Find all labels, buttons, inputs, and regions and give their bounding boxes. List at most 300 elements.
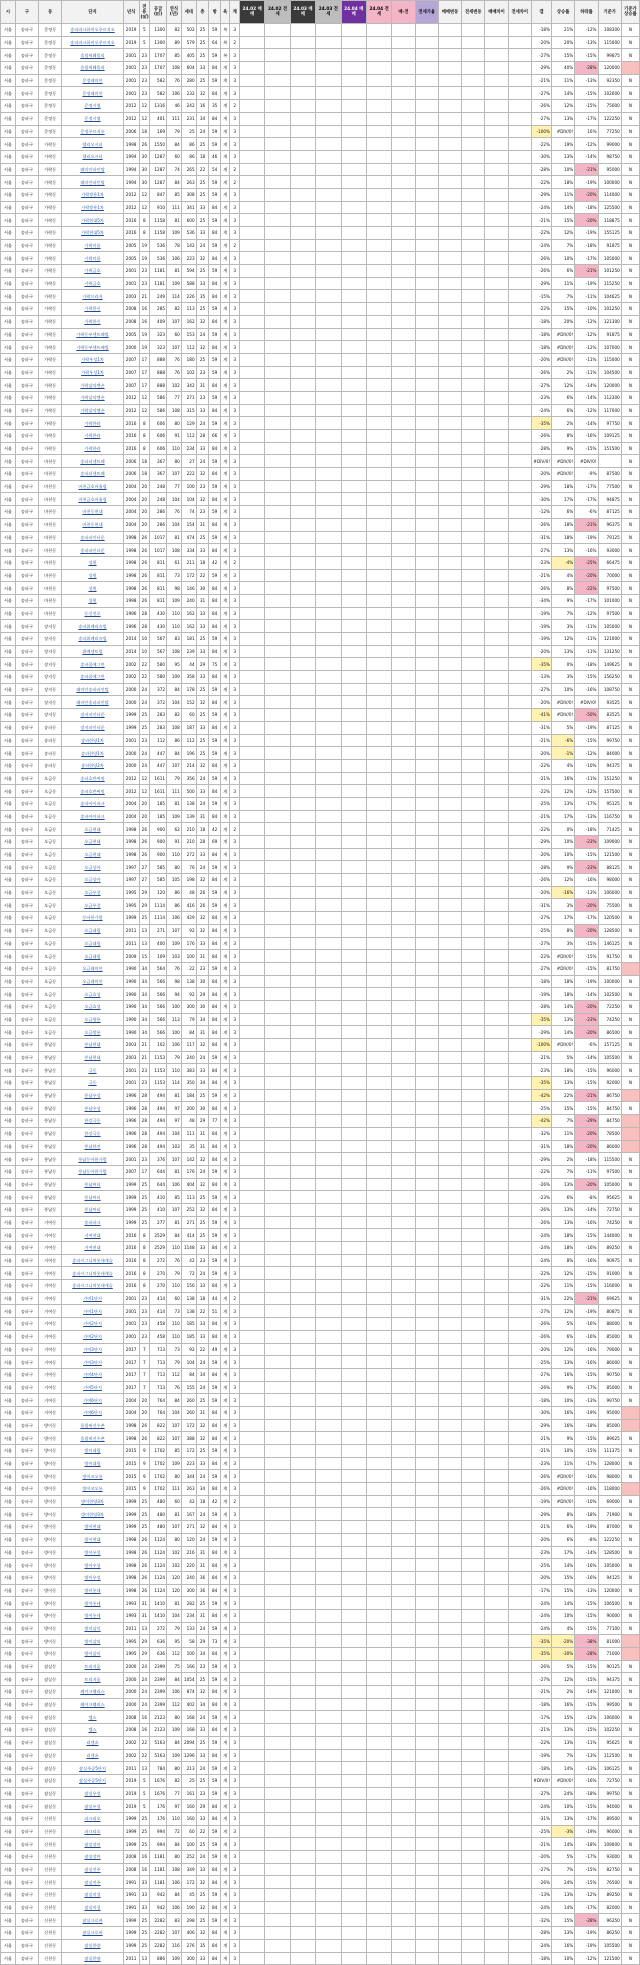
table-row[interactable] (1, 937, 640, 950)
complex-name-link[interactable]: 방이현대 (62, 1533, 123, 1546)
table-row[interactable] (1, 239, 640, 252)
complex-name-link[interactable]: 트리지움 (62, 1660, 123, 1673)
complex-name-link[interactable]: 풍납현대 (62, 1039, 123, 1052)
table-row[interactable] (1, 1521, 640, 1534)
table-row[interactable] (1, 797, 640, 810)
complex-name-link[interactable]: 오금우창 (62, 886, 123, 899)
table-row[interactable] (1, 823, 640, 836)
complex-name-link[interactable]: 가락우성1차 (62, 366, 123, 379)
table-row[interactable] (1, 87, 640, 100)
table-row[interactable] (1, 49, 640, 62)
column-header[interactable]: 전용(㎡) (139, 1, 150, 24)
table-row[interactable] (1, 1432, 640, 1445)
table-row[interactable] (1, 1089, 640, 1102)
complex-name-link[interactable]: 거여2단지 (62, 1330, 123, 1343)
complex-name-link[interactable]: 송파더센트레 (62, 468, 123, 481)
table-row[interactable] (1, 74, 640, 87)
complex-name-link[interactable]: 가락삼익맨숀 (62, 391, 123, 404)
complex-name-link[interactable]: 올림픽훼밀리 (62, 62, 123, 75)
complex-name-link[interactable]: 성원 (62, 594, 123, 607)
table-row[interactable] (1, 303, 640, 316)
complex-name-link[interactable]: 거여4단지 (62, 1368, 123, 1381)
complex-name-link[interactable]: 송파파크 (62, 1216, 123, 1229)
table-row[interactable] (1, 265, 640, 278)
column-header[interactable]: 상승률 (552, 1, 575, 24)
table-row[interactable] (1, 1406, 640, 1419)
complex-name-link[interactable]: 풍납씨티 (62, 1191, 123, 1204)
complex-name-link[interactable]: 올림픽선수촌 (62, 1432, 123, 1445)
table-row[interactable] (1, 1863, 640, 1876)
table-row[interactable] (1, 1077, 640, 1090)
table-row[interactable] (1, 874, 640, 887)
column-header[interactable]: 기준가 (598, 1, 621, 24)
complex-name-link[interactable]: 가락현대5차 (62, 227, 123, 240)
complex-name-link[interactable]: 방이대림 (62, 1457, 123, 1470)
complex-name-link[interactable]: 가락삼익맨숀 (62, 379, 123, 392)
complex-name-link[interactable]: 잠실진주 (62, 1876, 123, 1889)
table-row[interactable] (1, 1216, 640, 1229)
complex-name-link[interactable]: 문정래미안 (62, 87, 123, 100)
complex-name-link[interactable]: 방이대림 (62, 1445, 123, 1458)
table-row[interactable] (1, 1178, 640, 1191)
complex-name-link[interactable]: 거여1단지 (62, 1292, 123, 1305)
table-row[interactable] (1, 544, 640, 557)
table-row[interactable] (1, 1952, 640, 1965)
table-row[interactable] (1, 62, 640, 75)
table-row[interactable] (1, 1127, 640, 1140)
table-row[interactable] (1, 1191, 640, 1204)
table-row[interactable] (1, 379, 640, 392)
table-row[interactable] (1, 252, 640, 265)
complex-name-link[interactable]: 오금효성 (62, 988, 123, 1001)
complex-name-link[interactable]: 거여3단지 (62, 1356, 123, 1369)
complex-name-link[interactable]: 송파호반써밋 (62, 772, 123, 785)
complex-name-link[interactable]: 성원 (62, 569, 123, 582)
table-row[interactable] (1, 1267, 640, 1280)
complex-name-link[interactable]: 방이롯데 (62, 1597, 123, 1610)
complex-name-link[interactable]: 잠실장미 (62, 1838, 123, 1851)
table-row[interactable] (1, 1762, 640, 1775)
table-row[interactable] (1, 1343, 640, 1356)
table-row[interactable] (1, 848, 640, 861)
table-row[interactable] (1, 709, 640, 722)
table-row[interactable] (1, 594, 640, 607)
table-row[interactable] (1, 633, 640, 646)
complex-name-link[interactable]: 가락삼익맨숀 (62, 404, 123, 417)
table-row[interactable] (1, 1165, 640, 1178)
complex-name-link[interactable]: 장지파인타운 (62, 709, 123, 722)
complex-name-link[interactable]: 방이롯데 (62, 1584, 123, 1597)
column-header[interactable]: 24.02 매매 (239, 1, 264, 24)
complex-name-link[interactable]: 풍납우성 (62, 1089, 123, 1102)
column-header[interactable]: 24.03 매매 (290, 1, 315, 24)
table-row[interactable] (1, 36, 640, 49)
table-row[interactable] (1, 962, 640, 975)
complex-name-link[interactable]: 가락동부센트레빌 (62, 341, 123, 354)
table-row[interactable] (1, 1736, 640, 1749)
complex-name-link[interactable]: 방이삼익 (62, 1635, 123, 1648)
table-row[interactable] (1, 341, 640, 354)
table-row[interactable] (1, 912, 640, 925)
complex-name-link[interactable]: 거여6단지 (62, 1394, 123, 1407)
table-row[interactable] (1, 620, 640, 633)
table-row[interactable] (1, 1495, 640, 1508)
complex-name-link[interactable]: 극동 (62, 1064, 123, 1077)
complex-name-link[interactable]: 극동 (62, 1077, 123, 1090)
complex-name-link[interactable]: 리센츠 (62, 1749, 123, 1762)
complex-name-link[interactable]: 장지파인타운 (62, 721, 123, 734)
complex-name-link[interactable]: 오금대림 (62, 950, 123, 963)
complex-name-link[interactable]: 가락동부센트레빌 (62, 328, 123, 341)
table-row[interactable] (1, 950, 640, 963)
complex-name-link[interactable]: 방이롯데 (62, 1609, 123, 1622)
complex-name-link[interactable]: 거여6단지 (62, 1406, 123, 1419)
table-row[interactable] (1, 1546, 640, 1559)
complex-name-link[interactable]: 잠실한양 (62, 1952, 123, 1965)
column-header[interactable]: 기준가 상승률 (621, 1, 639, 24)
complex-name-link[interactable]: 래미안송파파인탑 (62, 683, 123, 696)
column-header[interactable]: 동 (39, 1, 62, 24)
table-row[interactable] (1, 1102, 640, 1115)
table-row[interactable] (1, 924, 640, 937)
complex-name-link[interactable]: 거여현대 (62, 1242, 123, 1255)
table-row[interactable] (1, 988, 640, 1001)
table-row[interactable] (1, 721, 640, 734)
complex-name-link[interactable]: 성원 (62, 582, 123, 595)
column-header[interactable]: 층 (196, 1, 209, 24)
complex-name-link[interactable]: 송파파인타운 (62, 531, 123, 544)
column-header[interactable]: 전세차이 (508, 1, 531, 24)
complex-name-link[interactable]: 래미안파인탑 (62, 176, 123, 189)
table-row[interactable] (1, 1013, 640, 1026)
table-row[interactable] (1, 1673, 640, 1686)
table-row[interactable] (1, 975, 640, 988)
complex-name-link[interactable]: 방이한양3차 (62, 1495, 123, 1508)
complex-name-link[interactable]: 마천동현대 (62, 506, 123, 519)
column-header[interactable]: 전세가율 (415, 1, 438, 24)
table-row[interactable] (1, 1559, 640, 1572)
complex-name-link[interactable]: 방이삼익 (62, 1648, 123, 1661)
complex-name-link[interactable]: 방이삼익 (62, 1622, 123, 1635)
table-row[interactable] (1, 1939, 640, 1952)
table-row[interactable] (1, 1381, 640, 1394)
complex-name-link[interactable]: 레이크팰리스 (62, 1686, 123, 1699)
column-header[interactable]: 시 (1, 1, 16, 24)
complex-name-link[interactable]: 잠실주공5단지 (62, 1774, 123, 1787)
table-row[interactable] (1, 1140, 640, 1153)
complex-name-link[interactable]: 올림픽훼밀리 (62, 49, 123, 62)
column-header[interactable]: 구 (15, 1, 38, 24)
complex-name-link[interactable]: 잠실미성 (62, 1889, 123, 1902)
complex-name-link[interactable]: 가락프라자 (62, 290, 123, 303)
table-row[interactable] (1, 582, 640, 595)
complex-name-link[interactable]: 문정시영 (62, 100, 123, 113)
table-row[interactable] (1, 734, 640, 747)
complex-name-link[interactable]: 오금효성 (62, 1000, 123, 1013)
complex-name-link[interactable]: 풍납우성 (62, 1102, 123, 1115)
complex-name-link[interactable]: 가락우성1차 (62, 353, 123, 366)
column-header[interactable]: 욕 (220, 1, 230, 24)
table-row[interactable] (1, 1508, 640, 1521)
complex-name-link[interactable]: 송파꿈에그린 (62, 658, 123, 671)
complex-name-link[interactable]: 가락한라 (62, 442, 123, 455)
table-row[interactable] (1, 1445, 640, 1458)
table-row[interactable] (1, 24, 640, 37)
complex-name-link[interactable]: 잠실크로바 (62, 1927, 123, 1940)
column-header[interactable]: 공급(㎡) (150, 1, 167, 24)
column-header[interactable]: 24.04 매매 (341, 1, 366, 24)
table-row[interactable] (1, 810, 640, 823)
complex-name-link[interactable]: 오금상아 (62, 874, 123, 887)
table-row[interactable] (1, 531, 640, 544)
table-row[interactable] (1, 1330, 640, 1343)
complex-name-link[interactable]: 풍납씨티 (62, 1178, 123, 1191)
table-row[interactable] (1, 417, 640, 430)
table-row[interactable] (1, 290, 640, 303)
complex-name-link[interactable]: 거여5단지 (62, 1381, 123, 1394)
table-row[interactable] (1, 277, 640, 290)
column-header[interactable]: 연식(년) (167, 1, 182, 24)
column-header[interactable]: 매매차이 (485, 1, 508, 24)
table-row[interactable] (1, 1305, 640, 1318)
complex-name-link[interactable]: 위례센트럴 (62, 645, 123, 658)
complex-name-link[interactable]: 거여2단지 (62, 1318, 123, 1331)
complex-name-link[interactable]: 문정시영 (62, 112, 123, 125)
table-row[interactable] (1, 1597, 640, 1610)
table-row[interactable] (1, 658, 640, 671)
complex-name-link[interactable]: 한강극동 (62, 1127, 123, 1140)
table-row[interactable] (1, 1825, 640, 1838)
column-header[interactable]: 전세변동 (462, 1, 485, 24)
column-header[interactable]: 방 (209, 1, 221, 24)
complex-name-link[interactable]: 송파꿈에그린 (62, 671, 123, 684)
table-row[interactable] (1, 1051, 640, 1064)
table-row[interactable] (1, 1368, 640, 1381)
table-row[interactable] (1, 1787, 640, 1800)
table-row[interactable] (1, 1812, 640, 1825)
complex-name-link[interactable]: 풍납한진 (62, 1140, 123, 1153)
table-row[interactable] (1, 1622, 640, 1635)
table-row[interactable] (1, 1724, 640, 1737)
complex-name-link[interactable]: 헬리오시티 (62, 138, 123, 151)
table-row[interactable] (1, 759, 640, 772)
column-header[interactable]: 단지 (62, 1, 123, 24)
column-header[interactable]: 세대 (181, 1, 196, 24)
complex-name-link[interactable]: 방이현대 (62, 1521, 123, 1534)
complex-name-link[interactable]: 마천금호어울림 (62, 493, 123, 506)
table-row[interactable] (1, 1609, 640, 1622)
table-row[interactable] (1, 772, 640, 785)
table-row[interactable] (1, 1927, 640, 1940)
complex-name-link[interactable]: 오금대림 (62, 937, 123, 950)
column-header[interactable]: 계 (230, 1, 240, 24)
complex-name-link[interactable]: 파크리오 (62, 1812, 123, 1825)
table-row[interactable] (1, 1457, 640, 1470)
table-row[interactable] (1, 227, 640, 240)
complex-name-link[interactable]: 가락미륭 (62, 239, 123, 252)
table-row[interactable] (1, 1229, 640, 1242)
column-header[interactable]: 24.04 전세 (366, 1, 391, 24)
complex-name-link[interactable]: 잠실한양 (62, 1939, 123, 1952)
table-row[interactable] (1, 1584, 640, 1597)
table-row[interactable] (1, 1026, 640, 1039)
table-row[interactable] (1, 1483, 640, 1496)
complex-name-link[interactable]: 가락한라 (62, 430, 123, 443)
table-row[interactable] (1, 1914, 640, 1927)
table-row[interactable] (1, 214, 640, 227)
complex-name-link[interactable]: 방이우성 (62, 1546, 123, 1559)
table-row[interactable] (1, 480, 640, 493)
complex-name-link[interactable]: 송파아이파크 (62, 797, 123, 810)
table-row[interactable] (1, 1292, 640, 1305)
table-row[interactable] (1, 163, 640, 176)
table-row[interactable] (1, 1838, 640, 1851)
table-row[interactable] (1, 328, 640, 341)
complex-name-link[interactable]: 잠실크로바 (62, 1914, 123, 1927)
complex-name-link[interactable]: 방이코오롱 (62, 1483, 123, 1496)
complex-name-link[interactable]: 방이우성 (62, 1559, 123, 1572)
table-row[interactable] (1, 518, 640, 531)
complex-name-link[interactable]: 송파시그니처롯데캐슬 (62, 1267, 123, 1280)
complex-name-link[interactable]: 잠실우성 (62, 1787, 123, 1800)
table-row[interactable] (1, 112, 640, 125)
table-row[interactable] (1, 861, 640, 874)
complex-name-link[interactable]: 엘스 (62, 1724, 123, 1737)
complex-name-link[interactable]: 오금쌍용 (62, 1013, 123, 1026)
complex-name-link[interactable]: 래미안송파파인탑 (62, 696, 123, 709)
complex-name-link[interactable]: 문정푸르지오 (62, 125, 123, 138)
table-row[interactable] (1, 1533, 640, 1546)
table-row[interactable] (1, 1711, 640, 1724)
table-row[interactable] (1, 468, 640, 481)
table-row[interactable] (1, 1280, 640, 1293)
complex-name-link[interactable]: 트리지움 (62, 1673, 123, 1686)
table-row[interactable] (1, 442, 640, 455)
table-row[interactable] (1, 493, 640, 506)
complex-name-link[interactable]: 잠실주공5단지 (62, 1762, 123, 1775)
column-header[interactable]: 매-전 (392, 1, 415, 24)
complex-name-link[interactable]: 오금래미안 (62, 975, 123, 988)
complex-name-link[interactable]: 가락쌍용1차 (62, 201, 123, 214)
table-row[interactable] (1, 1000, 640, 1013)
complex-name-link[interactable]: 동신진로 (62, 607, 123, 620)
column-header[interactable]: 24.03 전세 (316, 1, 341, 24)
complex-name-link[interactable]: 송파더센트레 (62, 455, 123, 468)
complex-name-link[interactable]: 송파파인타운 (62, 544, 123, 557)
table-row[interactable] (1, 1901, 640, 1914)
complex-name-link[interactable]: 레이크팰리스 (62, 1698, 123, 1711)
complex-name-link[interactable]: 오금현대 (62, 836, 123, 849)
complex-name-link[interactable]: 송파한양1차 (62, 734, 123, 747)
table-row[interactable] (1, 671, 640, 684)
complex-name-link[interactable]: 거여3단지 (62, 1343, 123, 1356)
table-row[interactable] (1, 1394, 640, 1407)
complex-name-link[interactable]: 오금쌍용 (62, 1026, 123, 1039)
table-row[interactable] (1, 1254, 640, 1267)
table-row[interactable] (1, 747, 640, 760)
complex-name-link[interactable]: 송파위례리슈빌 (62, 620, 123, 633)
complex-name-link[interactable]: 래미안파인탑 (62, 163, 123, 176)
table-row[interactable] (1, 1876, 640, 1889)
table-row[interactable] (1, 506, 640, 519)
table-row[interactable] (1, 315, 640, 328)
table-row[interactable] (1, 1571, 640, 1584)
complex-name-link[interactable]: 송파파크하비오푸르지오 (62, 24, 123, 37)
complex-name-link[interactable]: 엘스 (62, 1711, 123, 1724)
complex-name-link[interactable]: 성원 (62, 556, 123, 569)
complex-name-link[interactable]: 가락금호 (62, 277, 123, 290)
complex-name-link[interactable]: 가락미륭 (62, 252, 123, 265)
complex-name-link[interactable]: 거여1단지 (62, 1305, 123, 1318)
table-row[interactable] (1, 455, 640, 468)
column-header[interactable]: 매매변동 (438, 1, 461, 24)
complex-name-link[interactable]: 마천금호어울림 (62, 480, 123, 493)
complex-name-link[interactable]: 헬리오시티 (62, 150, 123, 163)
complex-name-link[interactable]: 잠실우성 (62, 1800, 123, 1813)
table-row[interactable] (1, 785, 640, 798)
complex-name-link[interactable]: 가락한신 (62, 303, 123, 316)
complex-name-link[interactable]: 가락쌍용1차 (62, 188, 123, 201)
complex-name-link[interactable]: 가락한라 (62, 417, 123, 430)
complex-name-link[interactable]: 오금대림 (62, 924, 123, 937)
table-row[interactable] (1, 1889, 640, 1902)
table-row[interactable] (1, 886, 640, 899)
complex-name-link[interactable]: 잠실진주 (62, 1863, 123, 1876)
complex-name-link[interactable]: 송파시그니처롯데캐슬 (62, 1254, 123, 1267)
complex-name-link[interactable]: 잠실장미 (62, 1851, 123, 1864)
table-row[interactable] (1, 1851, 640, 1864)
table-row[interactable] (1, 1039, 640, 1052)
complex-name-link[interactable]: 가락현대5차 (62, 214, 123, 227)
complex-name-link[interactable]: 풍납동아한가람 (62, 1153, 123, 1166)
complex-name-link[interactable]: 마천동현대 (62, 518, 123, 531)
table-row[interactable] (1, 696, 640, 709)
complex-name-link[interactable]: 방이한양3차 (62, 1508, 123, 1521)
table-row[interactable] (1, 1203, 640, 1216)
table-row[interactable] (1, 366, 640, 379)
table-row[interactable] (1, 899, 640, 912)
table-row[interactable] (1, 138, 640, 151)
table-row[interactable] (1, 1635, 640, 1648)
complex-name-link[interactable]: 송파한양1차 (62, 747, 123, 760)
complex-name-link[interactable]: 오금래미안 (62, 962, 123, 975)
table-row[interactable] (1, 1419, 640, 1432)
complex-name-link[interactable]: 가락금호 (62, 265, 123, 278)
complex-name-link[interactable]: 오금상아 (62, 861, 123, 874)
complex-name-link[interactable]: 오금현대 (62, 823, 123, 836)
table-row[interactable] (1, 1686, 640, 1699)
table-row[interactable] (1, 1698, 640, 1711)
table-row[interactable] (1, 607, 640, 620)
table-row[interactable] (1, 100, 640, 113)
table-row[interactable] (1, 353, 640, 366)
table-row[interactable] (1, 150, 640, 163)
table-row[interactable] (1, 1153, 640, 1166)
table-row[interactable] (1, 1356, 640, 1369)
table-row[interactable] (1, 176, 640, 189)
complex-name-link[interactable]: 문정래미안 (62, 74, 123, 87)
complex-name-link[interactable]: 풍납현대 (62, 1051, 123, 1064)
complex-name-link[interactable]: 송파호반써밋 (62, 785, 123, 798)
complex-name-link[interactable]: 송파파크하비오푸르지오 (62, 36, 123, 49)
complex-name-link[interactable]: 거여현대 (62, 1229, 123, 1242)
table-row[interactable] (1, 1774, 640, 1787)
table-row[interactable] (1, 1660, 640, 1673)
complex-name-link[interactable]: 풍납동아한가람 (62, 1165, 123, 1178)
complex-name-link[interactable]: 한강극동 (62, 1115, 123, 1128)
column-header[interactable]: 24.02 전세 (265, 1, 290, 24)
table-row[interactable] (1, 1064, 640, 1077)
